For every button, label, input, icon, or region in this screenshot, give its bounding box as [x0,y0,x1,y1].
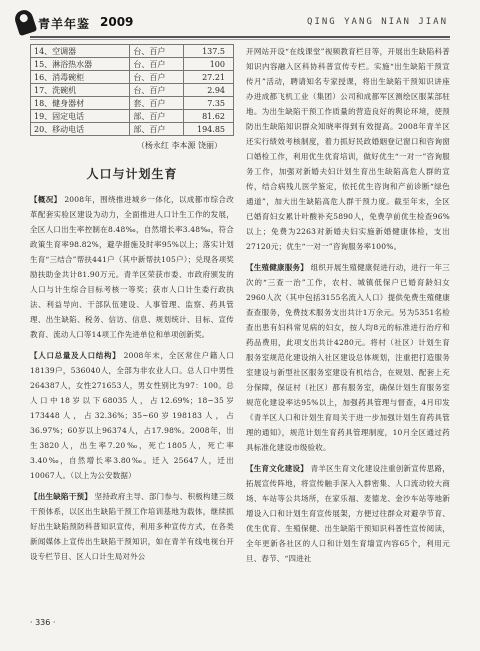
paragraph-heading: 【人口总量及人口结构】 [30,351,121,360]
yearbook-brand: 青羊年鉴 [38,17,91,31]
body-paragraph [246,461,450,566]
paragraph-text: 青羊区生育文化建设注重创新宣传思路，拓展宣传阵地，将宣传触手深入入群密集、人口流动较大商场、车站等公共场所，在家乐福、麦德龙、金沙车站等地新增设入口和计划生育宣传展架，方便过往群众对避孕节育、优生优育、生殖保健、出生缺陷干预知识科普性宣传阅读，全年更新各社区的人口和计划生育墙宣内容65个，利用元旦、春节、“四进社 [246,464,450,563]
unit-cell: 台、百户 [130,71,183,84]
body-paragraph [246,44,450,254]
household-durables-table [30,44,234,136]
value-cell: 81.62 [183,110,233,123]
paragraph-text: 开网站开设“在线课堂”视频教育栏目等，开展出生缺陷科普知识内容融入区科协科普宣传专栏。实施“出生缺陷干预宣传月”活动，聘请知名专家授课，将出生缺陷干预知识讲座办进成都飞机工业（集团）公司和成都军区测绘区服某部驻地。为出生缺陷干预工作质量的营造良好的舆论环境，使预防出生缺陷知识群众知晓率得到有效提高。2008年青羊区还实行绩效考核制度，着力抓好民政婚姻登记窗口和咨询窗口婚检工作，利用优生优育培训，做好优生“一对一”咨询服务工作，加强对新婚夫妇计划生育出生缺陷高危人群的宣传，结合病残儿医学鉴定，依托优生咨询和产前诊断“绿色通道”，加大出生缺陷高危人群干预力度。截至年末，全区已婚育妇女累计叶酸补充5890人，免费孕前优生检查96%以上；免费为2263对新婚夫妇实施新婚健康体检，支出27120元；优生“一对一”咨询服务率100%。 [246,47,450,251]
page-number: · 336 · [30,618,56,627]
unit-cell: 部、百户 [130,123,183,136]
body-paragraph [246,260,450,455]
paragraph-heading: 【生殖健康服务】 [246,263,308,272]
table-row [31,123,234,136]
body-paragraph [30,489,234,564]
body-paragraph [30,348,234,483]
value-cell: 137.5 [183,45,233,58]
item-name-cell: 20、移动电话 [31,123,130,136]
table-row [31,97,234,110]
table-row [31,110,234,123]
item-name-cell: 17、洗碗机 [31,84,130,97]
unit-cell: 台、百户 [130,58,183,71]
item-name-cell: 16、消毒碗柜 [31,71,130,84]
paragraph-text: 2008年末，全区常住户籍人口18139户，536040人，全部为非农业人口。总人口中男性 264387人，女性271653人，男女性别比为97：100。总人口中18岁以下68035人，占12.69%；18~35岁173448人，占32.36%；35~60岁198183人，占36.97%；60岁以上96374人，占17.98%。2008年，出生3820人，出生率7.20‰，死亡1805人，死亡率3.40‰，自然增长率3.80‰。迁入 25647人，迁出10067人。（以上为公安数据） [30,351,235,480]
value-cell: 7.35 [183,97,233,110]
page-header [0,0,480,40]
paragraph-text: 坚持政府主导、部门参与、积极构建三级干预体系，以区出生缺陷干预工作培训基地为载体，继续抓好出生缺陷预防科普知识宣传，利用多种宣传方式，在各类新闻媒体上宣传出生缺陷干预知识，如在青羊有线电视台开设专栏节目、区人口计生局对外公 [30,492,234,561]
paragraph-heading: 【出生缺陷干预】 [30,492,92,501]
value-cell: 194.85 [183,123,233,136]
paragraph-text: 组织开展生殖健康促进行动，进行一年三次的“三查一治”工作，农村、城镇低保户已婚育龄妇女2960人次（其中包括3155名流入人口）提供免费生殖健康查查服务，免费技术服务支出共计1万余元。另为5351名检查出患有妇科常见病的妇女，按人均8元的标准进行治疗和药品费用，此项支出共计4280元。将村（社区）计划生育服务室规范化建设纳入社区建设总体规划，注重把打造服务室建设与新型社区服务室建设有机结合，在规划、配套上充分保障，保证村（社区）都有服务室，确保计划生育服务室规范化建设率达95%以上，加强药具管理与督查，4月印发《青羊区人口和计划生育局关于进一步加强计划生育药具管理的通知》，规范计划生育药具管理制度，10月全区通过药具标准化建设市级验收。 [246,263,450,452]
paragraph-text: 2008年，围绕推进城乡一体化，以成都市综合改革配套实验区建设为动力，全面推进人口计生工作的发展，全区人口出生率控制在8.48‰，自然增长率3.48‰，符合政策生育率98.82%，避孕措施及时率95%以上；落实计划生育“三结合”帮扶441户（其中新帮扶105户）；兑现各项奖励扶助金共计81.90万元。青羊区荣获市委、市政府颁发的人口与计生综合目标考核一等奖；获市人口计生委行政执法、利益导向、干部队伍建设、人事管理、监察、药具管理、出生缺陷、税务、信访、信息、规划统计、目标、宣传教育、流动人口等14项工作先进单位和单项创新奖。 [30,195,235,339]
header-rule-thin [30,39,450,40]
left-column [30,44,234,570]
unit-cell: 部、百户 [130,110,183,123]
unit-cell: 台、百户 [130,84,183,97]
unit-cell: 套、百户 [130,97,183,110]
body-paragraph [30,192,234,342]
right-paragraphs [246,44,450,566]
table-row [31,84,234,97]
table-row [31,45,234,58]
right-column [246,44,450,572]
left-paragraphs [30,192,234,564]
table-credit: （杨永红 李本源 饶丽） [136,141,222,150]
value-cell: 100 [183,58,233,71]
header-rule [30,36,450,38]
paragraph-heading: 【生育文化建设】 [246,464,308,473]
item-name-cell: 19、固定电话 [31,110,130,123]
yearbook-pinyin: QING YANG NIAN JIAN [307,17,448,27]
unit-cell: 台、百户 [130,45,183,58]
value-cell: 2.94 [183,84,233,97]
paragraph-heading: 【概况】 [30,195,62,204]
yearbook-year: 2009 [100,15,134,29]
table-row [31,58,234,71]
item-name-cell: 14、空调器 [31,45,130,58]
section-title: 人口与计划生育 [86,167,178,181]
yearbook-logo-icon [13,8,38,36]
table-row [31,71,234,84]
value-cell: 27.21 [183,71,233,84]
item-name-cell: 15、淋浴热水器 [31,58,130,71]
item-name-cell: 18、健身器材 [31,97,130,110]
